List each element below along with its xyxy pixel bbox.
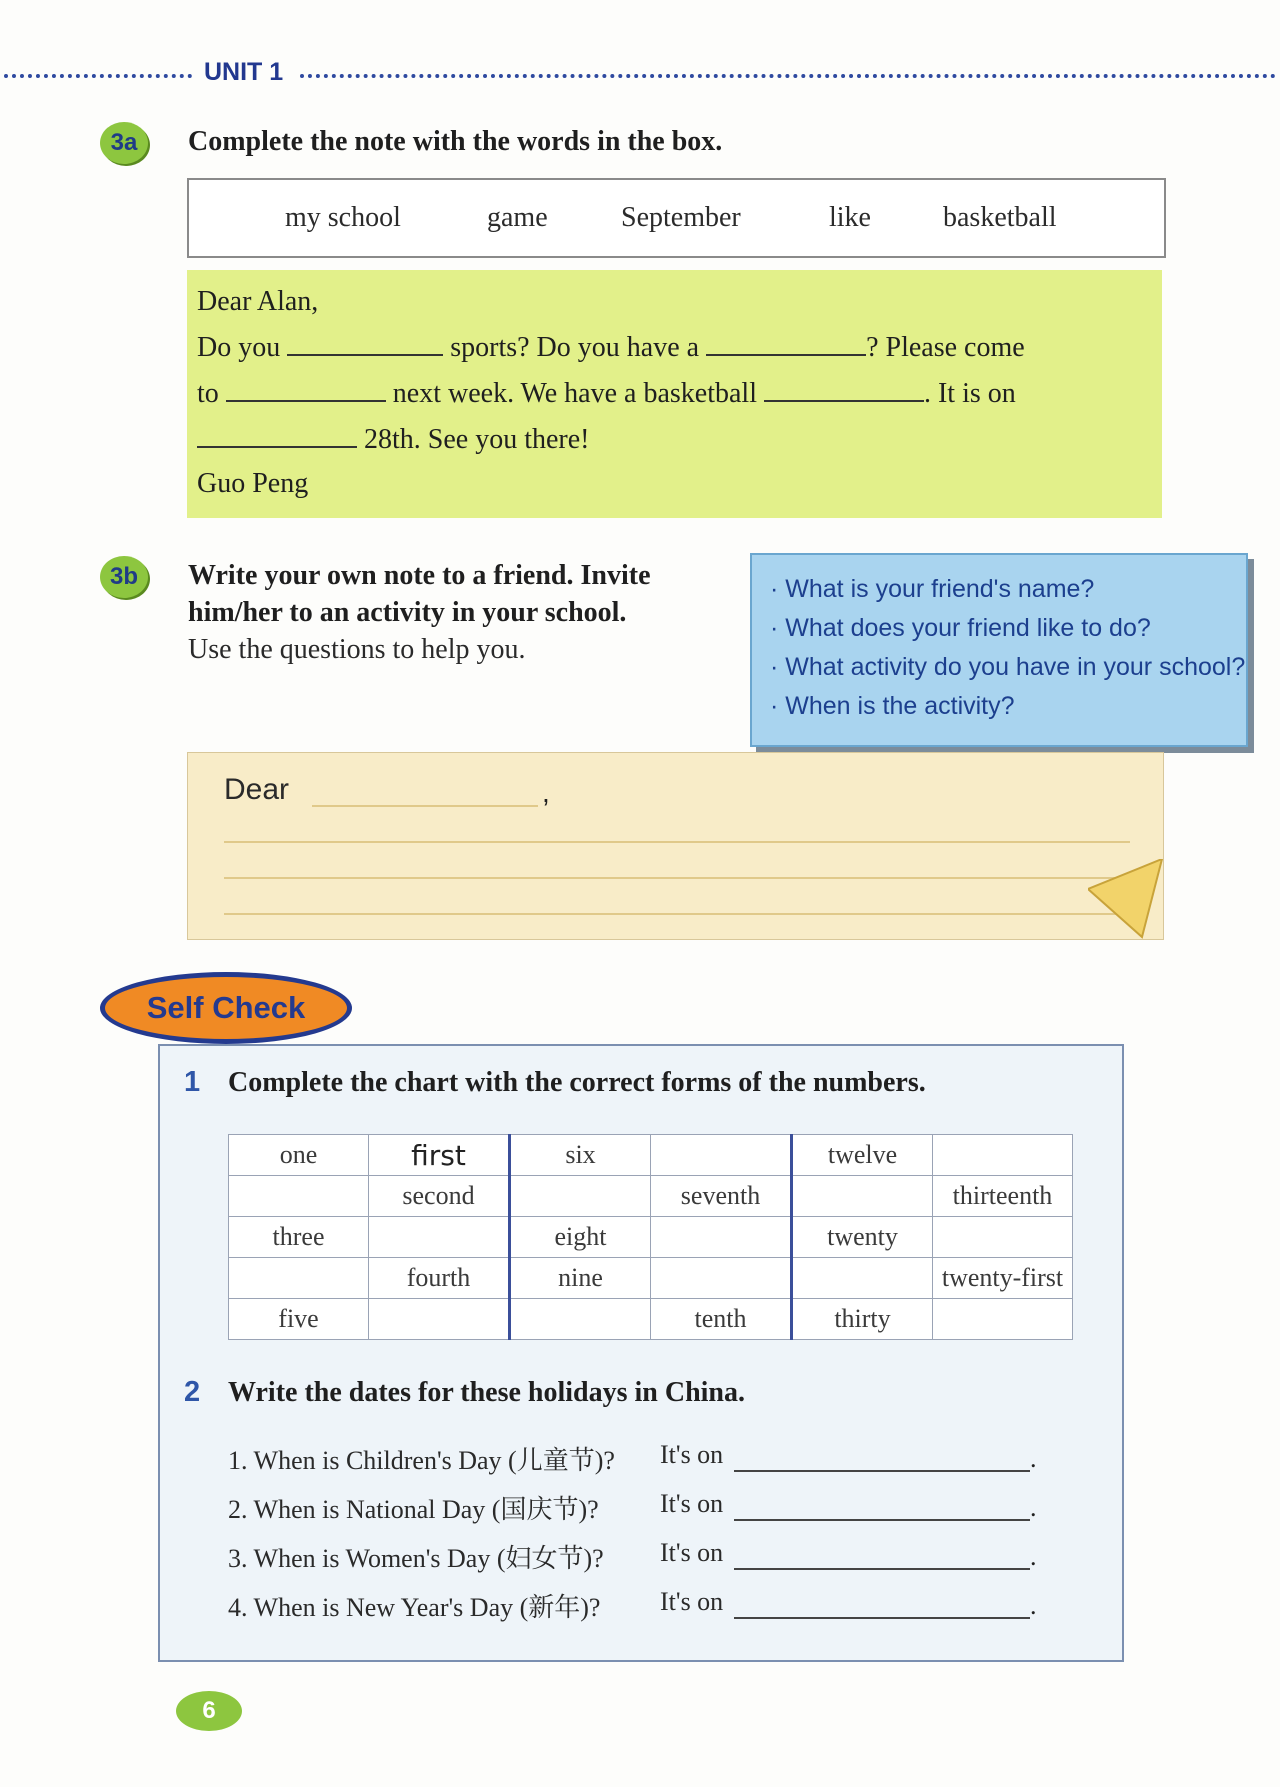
note-line-2 [197, 378, 1016, 410]
period: . [1030, 1542, 1037, 1571]
table-cell-blank[interactable] [369, 1299, 510, 1340]
writing-line[interactable] [224, 841, 1130, 843]
note-text: ? Please come [866, 332, 1025, 363]
table-cell: second [369, 1176, 510, 1217]
table-cell: three [229, 1217, 369, 1258]
table-cell-blank[interactable] [933, 1217, 1073, 1258]
table-cell-blank[interactable] [510, 1176, 651, 1217]
section-3a-instruction: Complete the note with the words in the box. [188, 126, 723, 157]
answer-prefix: It's on [660, 1489, 724, 1518]
note-text: sports? Do you have a [450, 332, 700, 363]
answer-blank[interactable] [734, 1568, 1030, 1570]
note-text: 28th. See you there! [364, 424, 590, 455]
table-row [229, 1176, 1073, 1217]
table-cell-blank[interactable] [229, 1258, 369, 1299]
self-check-title: Self Check [100, 972, 352, 1044]
question-item: · What activity do you have in your school? [770, 653, 1246, 681]
table-cell: tenth [651, 1299, 792, 1340]
word-my-school: my school [285, 202, 401, 233]
section-3b-instruction-3: Use the questions to help you. [188, 634, 526, 665]
holiday-question: 3. When is Women's Day (妇女节)? [228, 1544, 604, 1573]
header-dotted-line [4, 74, 192, 78]
period: . [1030, 1493, 1037, 1522]
numbers-chart [228, 1134, 1073, 1340]
answer-blank[interactable] [197, 424, 357, 448]
table-cell: twelve [792, 1135, 933, 1176]
table-cell: six [510, 1135, 651, 1176]
section-3b-badge: 3b [100, 556, 148, 598]
q2-instruction: Write the dates for these holidays in China. [228, 1377, 745, 1408]
note-signature: Guo Peng [197, 468, 309, 499]
table-cell-blank[interactable] [229, 1176, 369, 1217]
q1-number: 1 [184, 1066, 201, 1098]
table-cell: five [229, 1299, 369, 1340]
answer-prefix: It's on [660, 1440, 724, 1469]
table-cell: fourth [369, 1258, 510, 1299]
section-3a-badge: 3a [100, 122, 148, 164]
table-cell: thirteenth [933, 1176, 1073, 1217]
name-blank[interactable] [312, 805, 538, 807]
table-cell-blank[interactable] [651, 1135, 792, 1176]
table-row [229, 1217, 1073, 1258]
section-3b-instruction-2: him/her to an activity in your school. [188, 597, 627, 628]
word-like: like [829, 202, 871, 233]
answer-prefix: It's on [660, 1538, 724, 1567]
period: . [1030, 1591, 1037, 1620]
word-september: September [621, 202, 741, 233]
question-item: · What is your friend's name? [770, 575, 1095, 603]
table-cell-blank[interactable] [369, 1217, 510, 1258]
header-dotted-line [300, 74, 1276, 78]
q1-instruction: Complete the chart with the correct forms of the numbers. [228, 1067, 926, 1098]
note-text: Do you [197, 332, 281, 363]
note-text: . It is on [923, 378, 1016, 409]
unit-label: UNIT 1 [198, 58, 289, 87]
table-row [229, 1135, 1073, 1176]
page-number: 6 [176, 1691, 242, 1731]
page-curl-icon [1088, 859, 1164, 939]
holiday-question: 2. When is National Day (国庆节)? [228, 1495, 599, 1524]
answer-blank[interactable] [734, 1617, 1030, 1619]
note-text: next week. We have a basketball [392, 378, 757, 409]
holiday-question: 1. When is Children's Day (儿童节)? [228, 1446, 615, 1475]
word-box [187, 178, 1166, 258]
table-cell: seventh [651, 1176, 792, 1217]
note-3a [187, 270, 1162, 518]
writing-line[interactable] [224, 913, 1130, 915]
table-cell-blank[interactable] [792, 1258, 933, 1299]
question-item: · When is the activity? [770, 692, 1015, 720]
table-cell: first [369, 1135, 510, 1176]
question-item: · What does your friend like to do? [770, 614, 1151, 642]
note-line-3 [197, 424, 590, 456]
table-cell: twenty-first [933, 1258, 1073, 1299]
answer-prefix: It's on [660, 1587, 724, 1616]
table-cell-blank[interactable] [651, 1258, 792, 1299]
q2-number: 2 [184, 1376, 201, 1408]
answer-blank[interactable] [287, 332, 443, 356]
table-cell-blank[interactable] [651, 1217, 792, 1258]
holiday-question: 4. When is New Year's Day (新年)? [228, 1593, 601, 1622]
note-line-1 [197, 332, 1025, 364]
section-3b-instruction-1: Write your own note to a friend. Invite [188, 560, 651, 591]
answer-blank[interactable] [734, 1470, 1030, 1472]
table-row [229, 1299, 1073, 1340]
note-text: to [197, 378, 219, 409]
dear-comma: , [542, 777, 550, 808]
table-cell-blank[interactable] [510, 1299, 651, 1340]
period: . [1030, 1444, 1037, 1473]
word-basketball: basketball [943, 202, 1057, 233]
table-cell: eight [510, 1217, 651, 1258]
table-cell: nine [510, 1258, 651, 1299]
table-cell: one [229, 1135, 369, 1176]
table-cell-blank[interactable] [933, 1135, 1073, 1176]
answer-blank[interactable] [764, 378, 924, 402]
note-greeting: Dear Alan, [197, 286, 319, 317]
table-cell: twenty [792, 1217, 933, 1258]
question-box [750, 553, 1248, 747]
table-row [229, 1258, 1073, 1299]
answer-blank[interactable] [226, 378, 386, 402]
dear-label: Dear [224, 773, 290, 806]
writing-note[interactable] [187, 752, 1164, 940]
answer-blank[interactable] [706, 332, 866, 356]
table-cell-blank[interactable] [792, 1176, 933, 1217]
table-cell: thirty [792, 1299, 933, 1340]
answer-blank[interactable] [734, 1519, 1030, 1521]
writing-line[interactable] [224, 877, 1130, 879]
table-cell-blank[interactable] [933, 1299, 1073, 1340]
word-game: game [487, 202, 548, 233]
